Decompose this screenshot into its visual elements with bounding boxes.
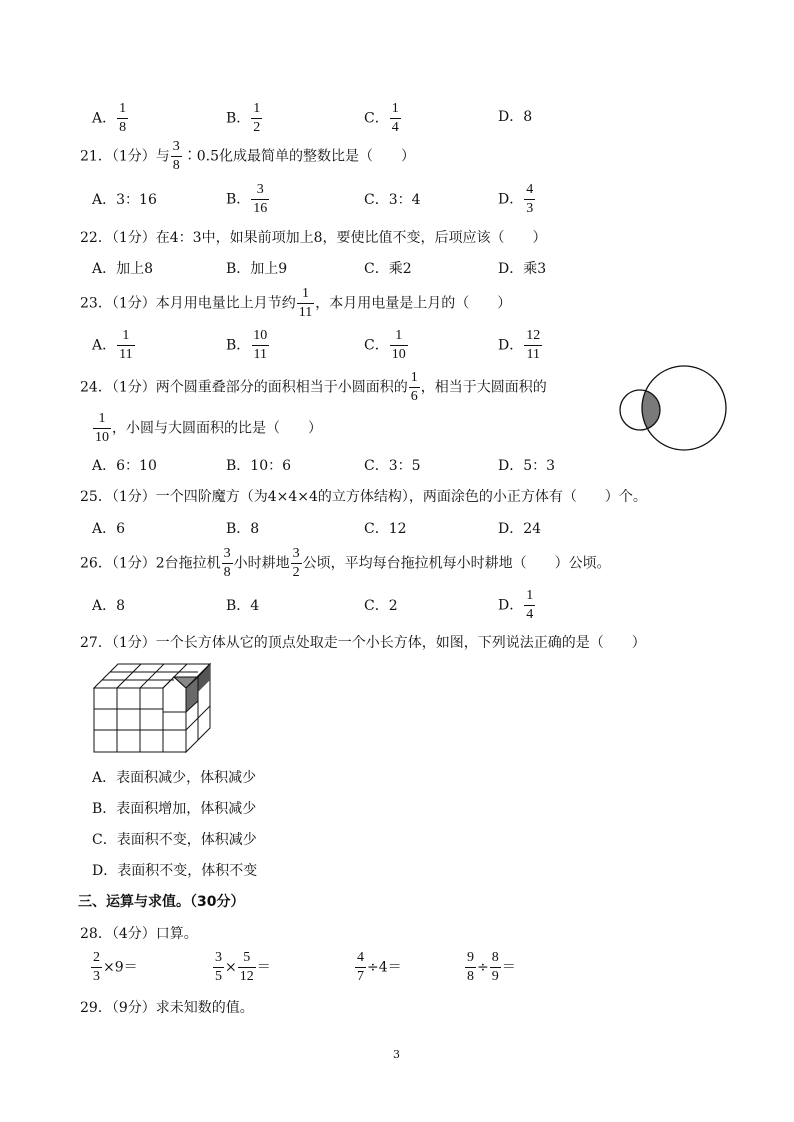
q26-option-d: D． $\frac{1}{4}$ (498, 588, 534, 622)
fraction: $\frac{3}{8}$ (223, 546, 231, 580)
fraction: $\frac{3}{5}$ (215, 950, 222, 984)
question-28: 28．（4分）口算。 (80, 926, 198, 942)
fraction: $\frac{1}{6}$ (410, 370, 418, 404)
question-24: 24．（1分）两个圆重叠部分的面积相当于小圆面积的 $\frac{1}{6}$ ，相当于大圆面积的 (80, 370, 547, 404)
fraction: $\frac{1}{10}$ (391, 328, 406, 362)
q21-option-a: A．3：16 (92, 192, 157, 208)
q23-option-d: D． $\frac{12}{11}$ (498, 328, 541, 362)
q27-option-d: D．表面积不变，体积不变 (92, 863, 258, 879)
fraction: $\frac{1}{11}$ (298, 286, 313, 320)
cuboid-figure (94, 664, 218, 758)
fraction: $\frac{4}{7}$ (357, 950, 364, 984)
fraction: $\frac{9}{8}$ (467, 950, 474, 984)
q24-option-c: C．3：5 (364, 458, 421, 474)
section-title: 三、运算与求值。（30分） (78, 894, 245, 910)
q25-option-a: A．6 (92, 521, 126, 537)
q21-option-d: D． $\frac{4}{3}$ (498, 182, 534, 216)
q23-option-b: B． $\frac{10}{11}$ (226, 328, 268, 362)
q22-option-c: C．乘2 (364, 261, 412, 277)
q25-option-b: B．8 (226, 521, 260, 537)
q24-option-b: B．10：6 (226, 458, 292, 474)
q28-item-1: $\frac{2}{3}$ ×9＝ (93, 950, 138, 984)
q20-option-c: C． $\frac{1}{4}$ (364, 101, 399, 135)
q21-option-c: C．3：4 (364, 192, 421, 208)
fraction: $\frac{5}{12}$ (239, 950, 254, 984)
q20-option-d: D．8 (498, 109, 533, 125)
fraction: $\frac{10}{11}$ (253, 328, 268, 362)
q28-item-3: $\frac{4}{7}$ ÷4＝ (357, 950, 402, 984)
q24-option-d: D．5：3 (498, 458, 556, 474)
question-22: 22．（1分）在4：3中，如果前项加上8，要使比值不变，后项应该（ ） (80, 230, 547, 246)
q27-option-b: B．表面积增加，体积减少 (92, 801, 257, 817)
overlapping-circles-figure (614, 366, 734, 446)
fraction: $\frac{4}{3}$ (526, 182, 534, 216)
q28-item-4: $\frac{9}{8}$ ÷ $\frac{8}{9}$ ＝ (467, 950, 516, 984)
q26-option-c: C．2 (364, 598, 398, 614)
fraction: $\frac{8}{9}$ (491, 950, 499, 984)
q26-option-b: B．4 (226, 598, 260, 614)
fraction: $\frac{3}{16}$ (253, 182, 268, 216)
q23-option-c: C． $\frac{1}{10}$ (364, 328, 406, 362)
question-25: 25．（1分）一个四阶魔方（为4×4×4的立方体结构），两面涂色的小正方体有（ ）个。 (80, 489, 647, 505)
fraction: $\frac{1}{8}$ (119, 101, 127, 135)
fraction: $\frac{12}{11}$ (526, 328, 541, 362)
fraction: $\frac{1}{4}$ (391, 101, 399, 135)
q25-option-d: D．24 (498, 521, 542, 537)
question-27: 27．（1分）一个长方体从它的顶点处取走一个小长方体，如图，下列说法正确的是（ ） (80, 635, 646, 651)
q27-option-a: A．表面积减少，体积减少 (92, 770, 257, 786)
question-26: 26．（1分）2台拖拉机 $\frac{3}{8}$ 小时耕地 $\frac{3}{2}$ 公顷，平均每台拖拉机每小时耕地（ ）公顷。 (80, 546, 611, 580)
q28-item-2: $\frac{3}{5}$ × $\frac{5}{12}$ ＝ (215, 950, 271, 984)
question-21: 21．（1分）与 $\frac{3}{8}$ ∶0.5化成最简单的整数比是（ ） (80, 139, 416, 173)
q22-option-b: B．加上9 (226, 261, 288, 277)
q20-option-a: A． $\frac{1}{8}$ (92, 101, 127, 135)
q22-option-d: D．乘3 (498, 261, 547, 277)
fraction: $\frac{1}{2}$ (253, 101, 261, 135)
q23-option-a: A． $\frac{1}{11}$ (92, 328, 133, 362)
fraction: $\frac{1}{4}$ (526, 588, 534, 622)
q21-option-b: B． $\frac{3}{16}$ (226, 182, 268, 216)
page-number: 3 (393, 1048, 400, 1061)
fraction: $\frac{1}{11}$ (119, 328, 133, 362)
q26-option-a: A．8 (92, 598, 126, 614)
q20-option-b: B． $\frac{1}{2}$ (226, 101, 261, 135)
question-24-continued: $\frac{1}{10}$ ，小圆与大圆面积的比是（ ） (95, 411, 322, 445)
fraction: $\frac{2}{3}$ (93, 950, 100, 984)
q22-option-a: A．加上8 (92, 261, 154, 277)
fraction: $\frac{3}{2}$ (292, 546, 300, 580)
q24-option-a: A．6：10 (92, 458, 157, 474)
question-29: 29．（9分）求未知数的值。 (80, 1000, 254, 1016)
q25-option-c: C．12 (364, 521, 407, 537)
question-23: 23．（1分）本月用电量比上月节约 $\frac{1}{11}$ ，本月用电量是上月的（ ） (80, 286, 512, 320)
q27-option-c: C．表面积不变，体积减少 (92, 832, 257, 848)
fraction: $\frac{1}{10}$ (95, 411, 109, 445)
fraction: $\frac{3}{8}$ (172, 139, 180, 173)
